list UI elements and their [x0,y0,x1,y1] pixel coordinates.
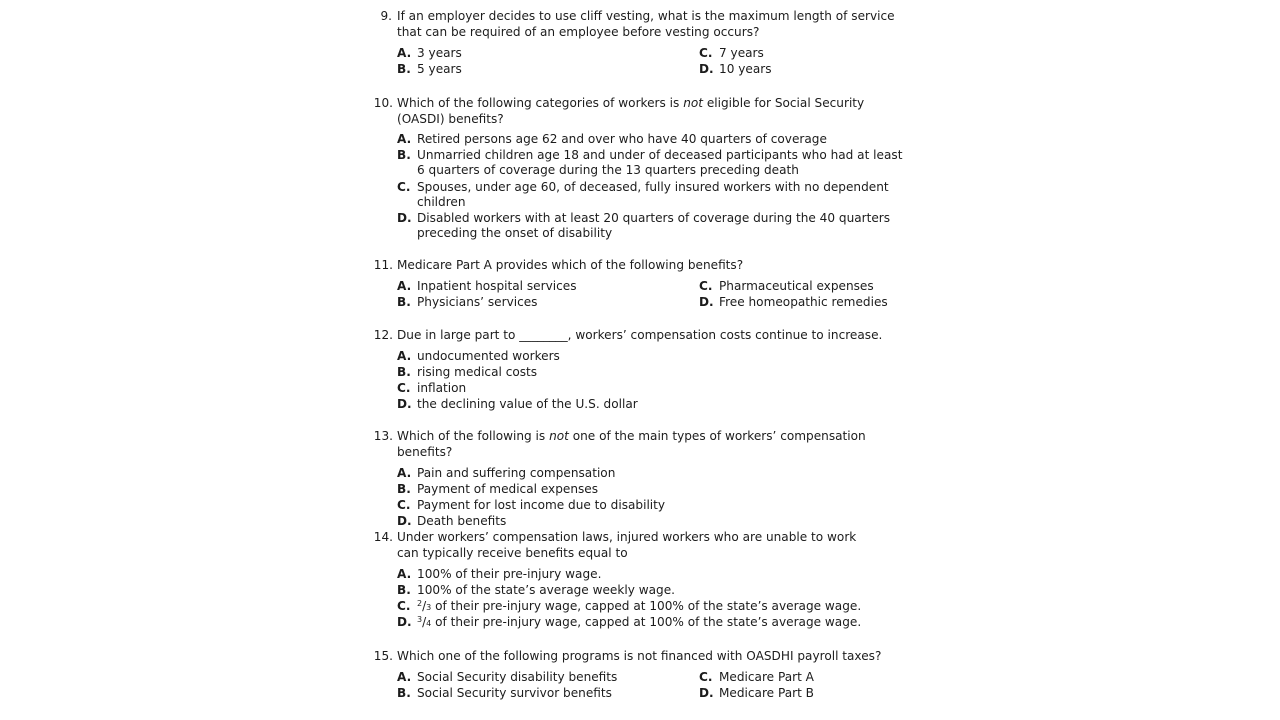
option-c [699,669,912,685]
option-d [397,211,912,241]
option-b [397,61,699,77]
question-number: 14. [373,530,393,544]
option-text: Payment for lost income due to disability [417,498,666,512]
option-text: 100% of the state’s average weekly wage. [417,583,675,597]
option-a [397,465,912,481]
question-14 [372,529,892,630]
option-letter: B. [397,365,411,379]
question-number: 13. [373,429,393,443]
option-text: Social Security survivor benefits [417,686,612,700]
option-d [699,685,912,701]
option-text: 5 years [417,62,462,76]
option-letter: A. [397,466,412,480]
emphasis-not: not [549,429,569,443]
option-c [699,45,912,61]
fraction-numerator: 3 [417,615,423,624]
option-c [397,598,892,614]
option-text: Free homeopathic remedies [719,295,888,309]
option-d [397,396,912,412]
option-letter: C. [397,599,411,613]
option-a [397,566,892,582]
question-text: Under workers’ compensation laws, injured workers who are unable to work can typically receive benefits equal to [397,530,857,560]
question-text: Which of the following is not one of the main types of workers’ compensation benefits? [397,429,866,459]
option-a [397,348,912,364]
fraction-denominator: 4 [426,619,432,628]
option-d [699,294,912,310]
option-d [397,513,912,529]
option-text: 7 years [719,46,764,60]
option-letter: D. [397,397,412,411]
option-b [397,294,699,310]
option-letter: D. [397,514,412,528]
option-letter: A. [397,279,412,293]
option-d [699,61,912,77]
option-text: Pain and suffering compensation [417,466,616,480]
option-text: 100% of their pre-injury wage. [417,567,602,581]
option-text: Unmarried children age 18 and under of deceased participants who had at least 6 quarters of coverage during the 13 quarters preceding death [417,148,903,178]
question-12 [372,327,912,412]
option-letter: A. [397,567,412,581]
option-text: 3 years [417,46,462,60]
option-letter: A. [397,132,412,146]
fraction-numerator: 2 [417,599,423,608]
option-letter: D. [397,211,412,226]
option-letter: A. [397,349,412,363]
option-letter: B. [397,148,411,163]
question-number: 9. [380,9,392,23]
option-b [397,148,912,178]
question-10 [372,95,912,241]
option-text: $^2$/3 of their pre-injury wage, capped at 100% of the state’s average wage. [417,599,862,613]
option-text: rising medical costs [417,365,538,379]
option-a [397,132,912,147]
option-letter: C. [397,381,411,395]
question-9 [372,8,912,77]
option-letter: A. [397,46,412,60]
option-c [397,180,912,210]
option-b [397,364,912,380]
question-number: 15. [373,649,393,663]
fraction-denominator: 3 [426,603,432,612]
option-letter: A. [397,670,412,684]
question-11 [372,257,912,310]
option-a [397,669,699,685]
question-text: Which one of the following programs is not financed with OASDHI payroll taxes? [397,649,882,663]
option-text: the declining value of the U.S. dollar [417,397,638,411]
option-text: Inpatient hospital services [417,279,577,293]
option-text: $^3$/4 of their pre-injury wage, capped at 100% of the state’s average wage. [417,615,862,629]
option-text: Medicare Part B [719,686,814,700]
option-letter: B. [397,686,411,700]
option-text: inflation [417,381,467,395]
option-letter: D. [699,295,714,309]
option-text: Disabled workers with at least 20 quarters of coverage during the 40 quarters preceding the onset of disability [417,211,891,241]
option-text: undocumented workers [417,349,560,363]
option-letter: B. [397,295,411,309]
question-text: Which of the following categories of workers is not eligible for Social Security (OASDI) benefits? [397,96,865,126]
option-letter: B. [397,62,411,76]
option-letter: C. [699,670,713,684]
option-text: Physicians’ services [417,295,538,309]
question-number: 12. [373,328,393,342]
option-letter: C. [699,46,713,60]
option-text: Payment of medical expenses [417,482,599,496]
question-text: If an employer decides to use cliff vesting, what is the maximum length of service that can be required of an employee before vesting occurs? [397,9,895,39]
option-letter: C. [397,179,411,194]
option-c [397,497,912,513]
question-text: Medicare Part A provides which of the following benefits? [397,258,744,272]
option-letter: C. [699,279,713,293]
option-text: Social Security disability benefits [417,670,618,684]
option-b [397,685,699,701]
option-text: Retired persons age 62 and over who have 40 quarters of coverage [417,132,827,146]
option-c [699,278,912,294]
option-letter: D. [397,615,412,629]
option-b [397,582,892,598]
question-text: Due in large part to ________, workers’ compensation costs continue to increase. [397,328,883,342]
option-letter: D. [699,686,714,700]
emphasis-not: not [683,96,703,110]
option-text: Death benefits [417,514,507,528]
option-text: Pharmaceutical expenses [719,279,874,293]
option-c [397,380,912,396]
option-text: 10 years [719,62,772,76]
option-d [397,614,892,630]
option-letter: B. [397,482,411,496]
question-13 [372,428,912,529]
option-text: Medicare Part A [719,670,814,684]
question-number: 10. [373,96,393,110]
option-letter: B. [397,583,411,597]
option-a [397,278,699,294]
option-a [397,45,699,61]
question-15 [372,648,912,701]
option-letter: D. [699,62,714,76]
option-text: Spouses, under age 60, of deceased, fully insured workers with no dependent children [417,179,889,209]
question-number: 11. [373,258,393,272]
option-b [397,481,912,497]
option-letter: C. [397,498,411,512]
